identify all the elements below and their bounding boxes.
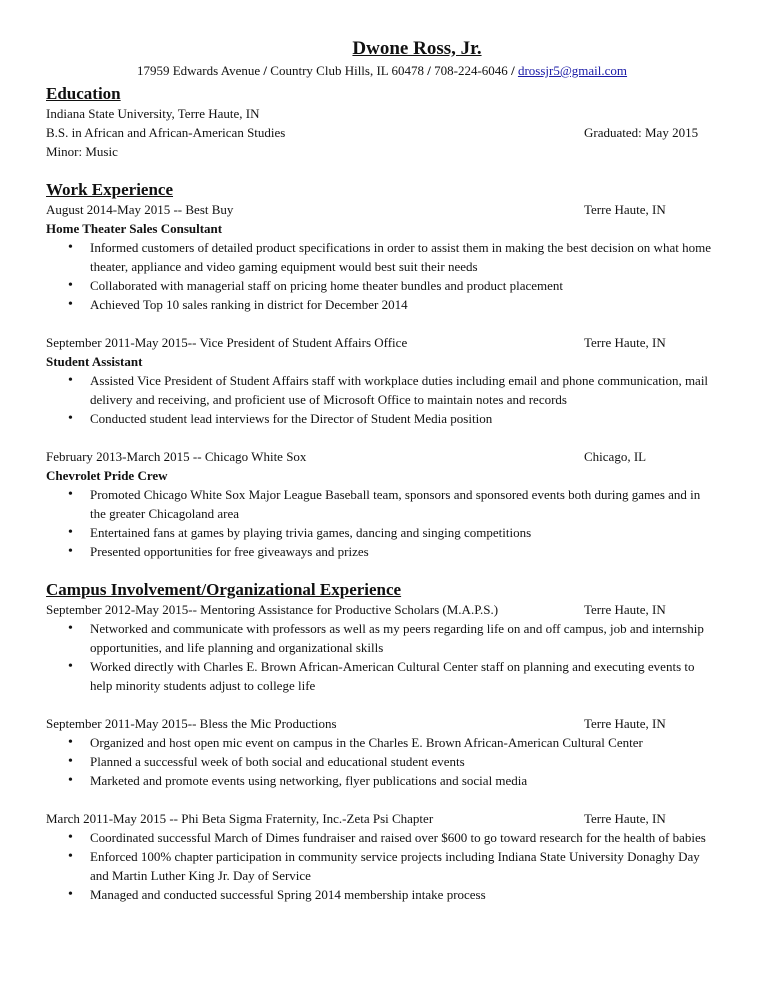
list-item: • Coordinated successful March of Dimes fundraiser and raised over $600 to go toward research for the health of babies [46,828,718,847]
list-item: • Organized and host open mic event on campus in the Charles E. Brown African-American Cultural Center [46,733,718,752]
email-link[interactable]: drossjr5@gmail.com [517,63,628,78]
education-heading: Education [46,84,121,103]
minor: Minor: Music [46,144,118,159]
work-heading: Work Experience [46,180,174,199]
entry-bullets [46,619,718,695]
job-dates-employer: September 2011-May 2015-- Vice President of Student Affairs Office [46,335,408,350]
list-item: • Presented opportunities for free giveaways and prizes [46,542,718,561]
list-item: • Managed and conducted successful Spring 2014 membership intake process [46,885,718,904]
city: Country Club Hills, IL 60478 [270,63,425,78]
list-item: • Conducted student lead interviews for the Director of Student Media position [46,409,718,428]
degree: B.S. in African and African-American Studies [46,125,286,140]
school: Indiana State University, Terre Haute, IN [46,106,260,121]
job-bullets [46,485,718,561]
campus-heading: Campus Involvement/Organizational Experience [46,580,402,599]
list-item: • Achieved Top 10 sales ranking in district for December 2014 [46,295,718,314]
job-dates-employer: August 2014-May 2015 -- Best Buy [46,202,234,217]
list-item: • Marketed and promote events using networking, flyer publications and social media [46,771,718,790]
campus-entry [46,809,718,904]
job-role: Chevrolet Pride Crew [46,468,168,483]
entry-location: Terre Haute, IN [584,811,666,826]
job-location: Terre Haute, IN [584,335,666,350]
entry-dates-org: September 2012-May 2015-- Mentoring Assistance for Productive Scholars (M.A.P.S.) [46,602,499,617]
job-location: Terre Haute, IN [584,202,666,217]
job-role: Home Theater Sales Consultant [46,221,223,236]
list-item: • Networked and communicate with professors as well as my peers regarding life on and off campus, job and internship opportunities, and life planning and organizational skills [46,619,718,657]
degree-line [46,123,718,142]
job-bullets [46,371,718,428]
contact-line: 17959 Edwards Avenue / Country Club Hills, IL 60478 / 708-224-6046 / drossjr5@gmail.com [136,63,628,78]
job-dates-employer: February 2013-March 2015 -- Chicago White Sox [46,449,307,464]
entry-dates-org: September 2011-May 2015-- Bless the Mic Productions [46,716,337,731]
campus-entry [46,600,718,695]
list-item: • Informed customers of detailed product specifications in order to assist them in making the best decision on what home theater, appliance and video gaming equipment would best suit their needs [46,238,718,276]
resume-name: Dwone Ross, Jr. [352,38,482,59]
job-entry [46,447,718,561]
list-item: • Entertained fans at games by playing trivia games, dancing and singing competitions [46,523,718,542]
entry-bullets [46,828,718,904]
phone: 708-224-6046 [434,63,508,78]
entry-bullets [46,733,718,790]
entry-dates-org: March 2011-May 2015 -- Phi Beta Sigma Fraternity, Inc.-Zeta Psi Chapter [46,811,434,826]
job-bullets [46,238,718,314]
address: 17959 Edwards Avenue [136,63,261,78]
list-item: • Enforced 100% chapter participation in community service projects including Indiana State University Donaghy Day and Martin Luther King Jr. Day of Service [46,847,718,885]
campus-entry [46,714,718,790]
list-item: • Promoted Chicago White Sox Major League Baseball team, sponsors and sponsored events both during games and in the greater Chicagoland area [46,485,718,523]
job-location: Chicago, IL [584,449,647,464]
graduation-date: Graduated: May 2015 [584,125,699,140]
list-item: • Planned a successful week of both social and educational student events [46,752,718,771]
job-entry [46,200,718,314]
list-item: • Collaborated with managerial staff on pricing home theater bundles and product placement [46,276,718,295]
job-entry [46,333,718,428]
list-item: • Worked directly with Charles E. Brown African-American Cultural Center staff on planning and executing events to help minority students adjust to college life [46,657,718,695]
job-role: Student Assistant [46,354,143,369]
list-item: • Assisted Vice President of Student Affairs staff with workplace duties including email and phone communication, mail delivery and receiving, and proficient use of Microsoft Office to maintain notes and records [46,371,718,409]
entry-location: Terre Haute, IN [584,716,666,731]
entry-location: Terre Haute, IN [584,602,666,617]
